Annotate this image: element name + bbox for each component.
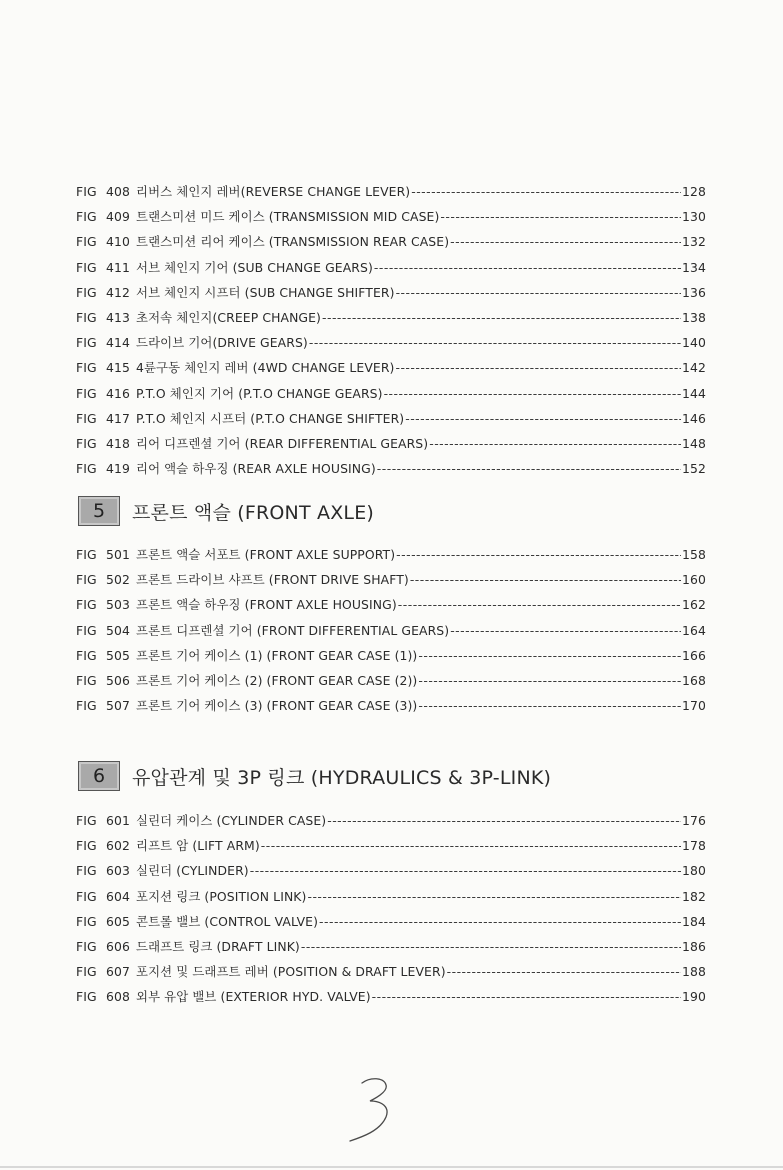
toc-entry bbox=[76, 232, 706, 257]
entry-title: 트랜스미션 리어 케이스 (TRANSMISSION REAR CASE) bbox=[136, 234, 450, 250]
fig-label: FIG bbox=[76, 863, 97, 879]
toc-entry bbox=[76, 384, 706, 409]
fig-number: 605 bbox=[106, 913, 130, 929]
dot-leader bbox=[410, 572, 681, 587]
fig-label: FIG bbox=[76, 698, 97, 714]
fig-number: 416 bbox=[106, 385, 130, 401]
fig-label: FIG bbox=[76, 259, 97, 275]
toc-entry bbox=[76, 409, 706, 434]
toc-entry bbox=[76, 962, 706, 987]
page-ref: 162 bbox=[682, 597, 706, 613]
fig-number: 418 bbox=[106, 435, 130, 451]
dot-leader bbox=[261, 838, 681, 853]
fig-label: FIG bbox=[76, 913, 97, 929]
handwritten-page-number bbox=[340, 1075, 400, 1145]
page-ref: 136 bbox=[682, 284, 706, 300]
entry-title: 실린더 케이스 (CYLINDER CASE) bbox=[136, 813, 327, 828]
page-ref: 168 bbox=[682, 672, 706, 688]
dot-leader bbox=[319, 914, 681, 929]
fig-label: FIG bbox=[76, 360, 97, 376]
fig-number: 419 bbox=[106, 461, 130, 477]
page-ref: 128 bbox=[682, 184, 706, 199]
fig-label: FIG bbox=[76, 335, 97, 351]
page-ref: 158 bbox=[682, 547, 706, 562]
page-ref: 130 bbox=[682, 209, 706, 225]
toc-entry bbox=[76, 182, 706, 207]
fig-number: 506 bbox=[106, 672, 130, 688]
fig-label: FIG bbox=[76, 597, 97, 613]
page-ref: 146 bbox=[682, 410, 706, 426]
fig-number: 503 bbox=[106, 597, 130, 613]
fig-number: 601 bbox=[106, 813, 130, 828]
fig-number: 602 bbox=[106, 838, 130, 854]
toc-entry bbox=[76, 358, 706, 383]
page-ref: 164 bbox=[682, 622, 706, 638]
page-ref: 180 bbox=[682, 863, 706, 879]
toc-entry bbox=[76, 570, 706, 595]
page-ref: 144 bbox=[682, 385, 706, 401]
fig-number: 417 bbox=[106, 410, 130, 426]
page-ref: 138 bbox=[682, 309, 706, 325]
entry-title: 리어 액슬 하우징 (REAR AXLE HOUSING) bbox=[136, 461, 376, 477]
section-heading-front-axle bbox=[78, 496, 374, 526]
dot-leader bbox=[372, 989, 681, 1004]
dot-leader bbox=[396, 285, 681, 300]
fig-number: 411 bbox=[106, 259, 130, 275]
fig-number: 412 bbox=[106, 284, 130, 300]
section-number-box: 5 bbox=[78, 496, 120, 526]
fig-number: 408 bbox=[106, 184, 130, 199]
dot-leader bbox=[377, 461, 681, 476]
entry-title: 서브 체인지 시프터 (SUB CHANGE SHIFTER) bbox=[136, 284, 395, 300]
page-ref: 184 bbox=[682, 913, 706, 929]
page-ref: 134 bbox=[682, 259, 706, 275]
page-ref: 132 bbox=[682, 234, 706, 250]
fig-label: FIG bbox=[76, 234, 97, 250]
page-ref: 176 bbox=[682, 813, 706, 828]
fig-number: 415 bbox=[106, 360, 130, 376]
fig-number: 414 bbox=[106, 335, 130, 351]
toc-entry bbox=[76, 459, 706, 484]
fig-label: FIG bbox=[76, 410, 97, 426]
dot-leader bbox=[418, 648, 681, 663]
dot-leader bbox=[440, 209, 681, 224]
fig-number: 501 bbox=[106, 547, 130, 562]
entry-title: 초저속 체인지(CREEP CHANGE) bbox=[136, 309, 321, 325]
fig-number: 504 bbox=[106, 622, 130, 638]
toc-entry bbox=[76, 937, 706, 962]
toc-entry bbox=[76, 207, 706, 232]
dot-leader bbox=[250, 863, 681, 878]
fig-number: 507 bbox=[106, 698, 130, 714]
dot-leader bbox=[396, 547, 681, 562]
toc-entry bbox=[76, 333, 706, 358]
page-edge-line bbox=[0, 1166, 783, 1168]
page-ref: 152 bbox=[682, 461, 706, 477]
entry-title: 트랜스미션 미드 케이스 (TRANSMISSION MID CASE) bbox=[136, 209, 440, 225]
entry-title: 프론트 기어 케이스 (1) (FRONT GEAR CASE (1)) bbox=[136, 647, 418, 663]
page-ref: 166 bbox=[682, 647, 706, 663]
entry-title: 서브 체인지 기어 (SUB CHANGE GEARS) bbox=[136, 259, 373, 275]
toc-group-5 bbox=[76, 545, 706, 721]
entry-title: 리어 디프렌셜 기어 (REAR DIFFERENTIAL GEARS) bbox=[136, 435, 429, 451]
entry-title: 콘트롤 밸브 (CONTROL VALVE) bbox=[136, 913, 319, 929]
entry-title: 리프트 암 (LIFT ARM) bbox=[136, 838, 260, 854]
fig-label: FIG bbox=[76, 184, 97, 199]
entry-title: P.T.O 체인지 시프터 (P.T.O CHANGE SHIFTER) bbox=[136, 410, 405, 426]
entry-title: 포지션 링크 (POSITION LINK) bbox=[136, 888, 307, 904]
page-ref: 178 bbox=[682, 838, 706, 854]
fig-label: FIG bbox=[76, 385, 97, 401]
fig-label: FIG bbox=[76, 989, 97, 1005]
dot-leader bbox=[450, 234, 681, 249]
page-ref: 182 bbox=[682, 888, 706, 904]
toc-entry bbox=[76, 258, 706, 283]
section-title: 프론트 액슬 (FRONT AXLE) bbox=[132, 501, 375, 524]
fig-label: FIG bbox=[76, 461, 97, 477]
page-ref: 160 bbox=[682, 572, 706, 588]
fig-number: 608 bbox=[106, 989, 130, 1005]
entry-title: 리버스 체인지 레버(REVERSE CHANGE LEVER) bbox=[136, 184, 411, 199]
toc-entry bbox=[76, 308, 706, 333]
entry-title: 실린더 (CYLINDER) bbox=[136, 863, 249, 879]
fig-number: 409 bbox=[106, 209, 130, 225]
dot-leader bbox=[411, 184, 681, 199]
toc-entry bbox=[76, 912, 706, 937]
toc-group-4 bbox=[76, 182, 706, 484]
fig-label: FIG bbox=[76, 964, 97, 980]
dot-leader bbox=[309, 335, 681, 350]
fig-label: FIG bbox=[76, 647, 97, 663]
section-number-box: 6 bbox=[78, 761, 120, 791]
fig-number: 606 bbox=[106, 938, 130, 954]
toc-entry bbox=[76, 646, 706, 671]
toc-entry bbox=[76, 836, 706, 861]
fig-number: 410 bbox=[106, 234, 130, 250]
fig-label: FIG bbox=[76, 547, 97, 562]
entry-title: 프론트 드라이브 샤프트 (FRONT DRIVE SHAFT) bbox=[136, 572, 409, 588]
page-ref: 170 bbox=[682, 698, 706, 714]
page-ref: 142 bbox=[682, 360, 706, 376]
dot-leader bbox=[395, 360, 681, 375]
toc-entry bbox=[76, 811, 706, 836]
entry-title: 드래프트 링크 (DRAFT LINK) bbox=[136, 938, 300, 954]
dot-leader bbox=[384, 386, 681, 401]
entry-title: 프론트 액슬 하우징 (FRONT AXLE HOUSING) bbox=[136, 597, 397, 613]
dot-leader bbox=[322, 310, 681, 325]
fig-number: 604 bbox=[106, 888, 130, 904]
dot-leader bbox=[429, 436, 681, 451]
fig-label: FIG bbox=[76, 435, 97, 451]
fig-label: FIG bbox=[76, 622, 97, 638]
entry-title: 포지션 및 드래프트 레버 (POSITION & DRAFT LEVER) bbox=[136, 964, 446, 980]
fig-label: FIG bbox=[76, 672, 97, 688]
toc-entry bbox=[76, 283, 706, 308]
fig-label: FIG bbox=[76, 284, 97, 300]
dot-leader bbox=[307, 889, 681, 904]
dot-leader bbox=[450, 623, 681, 638]
fig-label: FIG bbox=[76, 572, 97, 588]
fig-label: FIG bbox=[76, 938, 97, 954]
toc-entry bbox=[76, 595, 706, 620]
toc-entry bbox=[76, 545, 706, 570]
dot-leader bbox=[405, 411, 681, 426]
toc-entry bbox=[76, 621, 706, 646]
fig-number: 607 bbox=[106, 964, 130, 980]
entry-title: 외부 유압 밸브 (EXTERIOR HYD. VALVE) bbox=[136, 989, 371, 1005]
entry-title: 프론트 기어 케이스 (2) (FRONT GEAR CASE (2)) bbox=[136, 672, 418, 688]
dot-leader bbox=[327, 813, 681, 828]
page-ref: 148 bbox=[682, 435, 706, 451]
section-title: 유압관계 및 3P 링크 (HYDRAULICS & 3P-LINK) bbox=[132, 766, 552, 789]
page-ref: 190 bbox=[682, 989, 706, 1005]
toc-entry bbox=[76, 861, 706, 886]
toc-entry bbox=[76, 887, 706, 912]
entry-title: 프론트 디프렌셜 기어 (FRONT DIFFERENTIAL GEARS) bbox=[136, 622, 450, 638]
entry-title: 드라이브 기어(DRIVE GEARS) bbox=[136, 335, 308, 351]
toc-entry bbox=[76, 671, 706, 696]
fig-number: 413 bbox=[106, 309, 130, 325]
fig-label: FIG bbox=[76, 838, 97, 854]
section-heading-hydraulics bbox=[78, 761, 551, 791]
page-ref: 188 bbox=[682, 964, 706, 980]
entry-title: P.T.O 체인지 기어 (P.T.O CHANGE GEARS) bbox=[136, 385, 383, 401]
entry-title: 프론트 액슬 서포트 (FRONT AXLE SUPPORT) bbox=[136, 547, 396, 562]
page-ref: 186 bbox=[682, 938, 706, 954]
entry-title: 프론트 기어 케이스 (3) (FRONT GEAR CASE (3)) bbox=[136, 698, 418, 714]
fig-label: FIG bbox=[76, 209, 97, 225]
entry-title: 4륜구동 체인지 레버 (4WD CHANGE LEVER) bbox=[136, 360, 395, 376]
dot-leader bbox=[301, 939, 681, 954]
dot-leader bbox=[398, 597, 681, 612]
fig-label: FIG bbox=[76, 888, 97, 904]
fig-number: 502 bbox=[106, 572, 130, 588]
fig-label: FIG bbox=[76, 813, 97, 828]
dot-leader bbox=[418, 673, 681, 688]
toc-entry bbox=[76, 987, 706, 1012]
toc-entry bbox=[76, 696, 706, 721]
dot-leader bbox=[447, 964, 681, 979]
fig-label: FIG bbox=[76, 309, 97, 325]
toc-group-6 bbox=[76, 811, 706, 1013]
dot-leader bbox=[374, 260, 681, 275]
fig-number: 603 bbox=[106, 863, 130, 879]
dot-leader bbox=[418, 698, 681, 713]
fig-number: 505 bbox=[106, 647, 130, 663]
toc-entry bbox=[76, 434, 706, 459]
page-ref: 140 bbox=[682, 335, 706, 351]
